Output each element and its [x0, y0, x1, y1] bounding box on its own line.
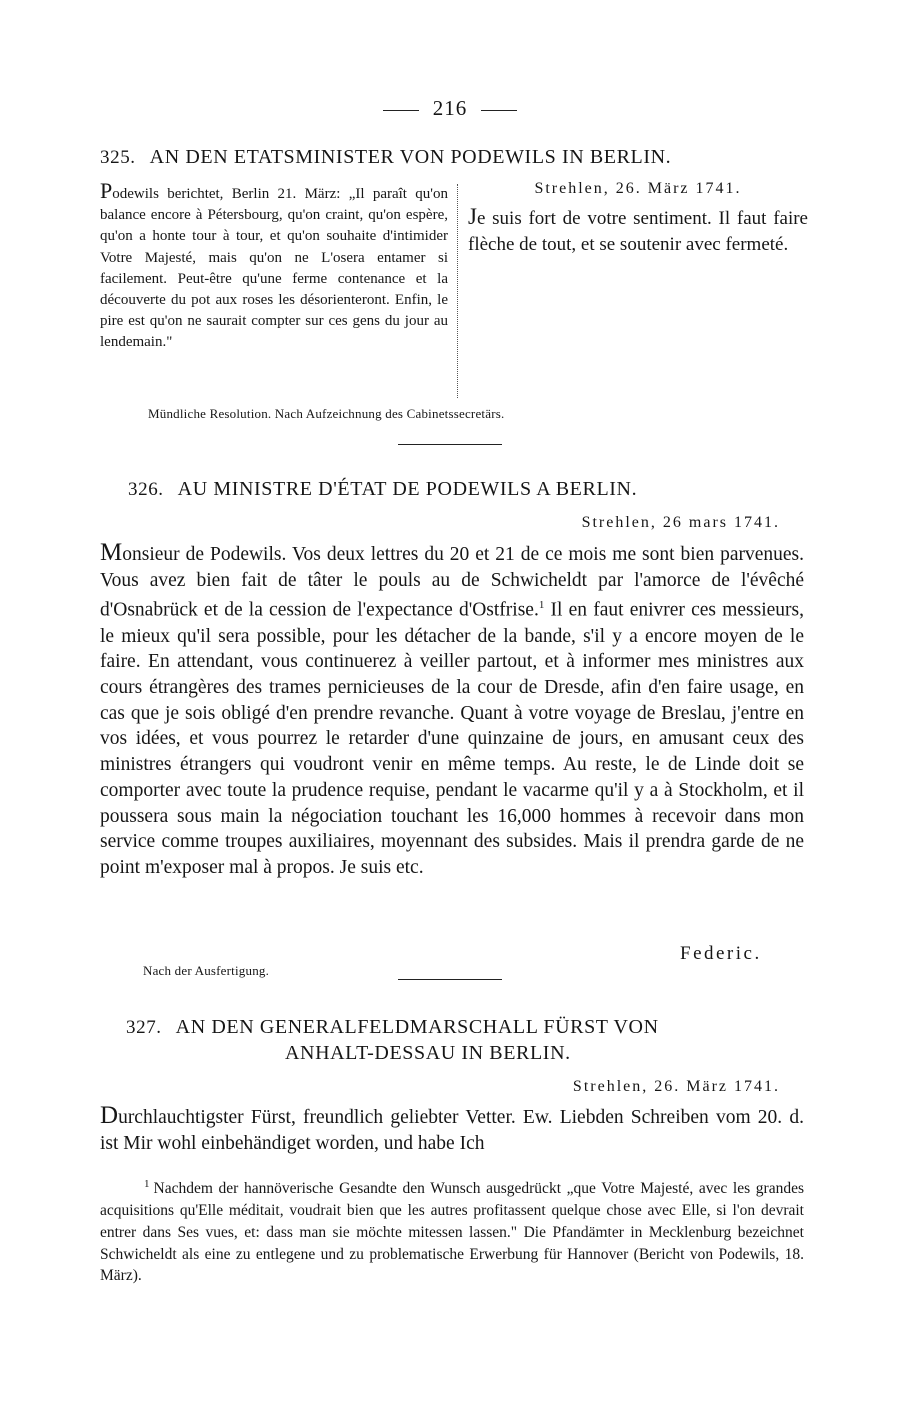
- letter-325-place-date: Strehlen, 26. März 1741.: [534, 180, 742, 197]
- letter-326-dropcap: M: [100, 539, 123, 566]
- letter-326-place-date: Strehlen, 26 mars 1741.: [581, 514, 780, 531]
- letter-325-title: AN DEN ETATSMINISTER VON PODEWILS IN BERLIN.: [149, 146, 672, 168]
- footnote: [100, 1174, 804, 1287]
- letter-327-heading-line1: [126, 1016, 836, 1039]
- header-dash-right: [481, 110, 517, 111]
- letter-327-body-text: urchlauchtigster Fürst, freundlich geliebter Vetter. Ew. Liebden Schreiben vom 20. d. ist Mir wohl einbehändiget worden, und habe Ich: [100, 1107, 804, 1154]
- section-rule-1: [398, 444, 502, 445]
- letter-327-number: 327.: [126, 1017, 162, 1038]
- letter-326-number: 326.: [128, 479, 164, 500]
- letter-326-body-part1: onsieur de Podewils. Vos deux lettres du 20 et 21 de ce mois me sont bien parvenues. Vous avez bien fait de tâter le pouls au de Schwicheldt par l'amorce de l'évêché d'Osnabrück et de la cession de l'expectance d'Ostfrise.: [100, 544, 804, 621]
- letter-325-heading: [100, 146, 810, 169]
- letter-327-dropcap: D: [100, 1102, 119, 1129]
- letter-325-resolution-text-block: [468, 204, 808, 258]
- column-divider: [457, 184, 458, 398]
- footnote-reference: 1: [538, 599, 545, 612]
- letter-325-resolution-dropcap: J: [468, 204, 477, 229]
- letter-326-body: [100, 540, 804, 881]
- letter-326-body-part2: Il en faut enivrer ces messieurs, le mieux qu'il sera possible, pour les détacher de la bande, s'il y a encore moyen de le faire. En attendant, vous continuerez à veiller partout, et à informer mes ministres aux cours étrangères des trames pernicieuses de la cour de Dresde, afin d'en faire usage, en cas que je sois obligé d'en prendre revanche. Quant à votre voyage de Breslau, j'entre en vos idées, et vous pourrez le retarder d'une quinzaine de jours, en amusant ceux des ministres étrangers qui voudront venir en même temps. Au reste, le de Linde doit se comporter avec toute la prudence requise, pendant le vacarme qu'il y a à Stockholm, et il poussera sous main la négociation touchant les 16,000 hommes à recevoir dans mon service comme troupes auxiliaires, moyennant des subsides. Mais il prendra garde de ne point m'exposer mal à propos. Je suis etc.: [100, 599, 804, 878]
- letter-325-resolution-text: e suis fort de votre sentiment. Il faut faire flèche de tout, et se soutenir avec fermeté.: [468, 208, 808, 255]
- page-number-header: [0, 96, 900, 121]
- footnote-text: Nachdem der hannöverische Gesandte den Wunsch ausgedrückt „que Votre Majesté, avec les grandes acquisitions qu'Elle méditait, voudrait bien que les autres profitassent quelque chose avec Elle, si l'on devrait entrer dans Ses vues, et: dass man sie möchte mitessen lassen." Die Pfandämter in Mecklenburg bezeichnet Schwicheldt als eine zu entlegene und zu problematische Erwerbung für Hannover (Bericht von Podewils, 18. März).: [100, 1180, 804, 1285]
- letter-327-body: [100, 1103, 804, 1156]
- letter-325-report-text: odewils berichtet, Berlin 21. März: „Il paraît qu'on balance encore à Pétersbourg, qu'on craint, qu'on espère, qu'on a honte tour à tour, et qu'on souhaite d'intimider Votre Majesté, mais qu'on ne L'osera entamer si facilement. Peut-être qu'une ferme contenance et la découverte du pot aux roses les désorienteront. Enfin, le pire est qu'on ne saurait compter sur ces gens du jour au lendemain.": [100, 186, 448, 351]
- footnote-marker: 1: [144, 1178, 150, 1190]
- letter-325-resolution: [468, 180, 808, 258]
- letter-327-place-date: Strehlen, 26. März 1741.: [572, 1078, 780, 1095]
- letter-326-title: AU MINISTRE D'ÉTAT DE PODEWILS A BERLIN.: [177, 478, 638, 500]
- letter-325-number: 325.: [100, 147, 136, 168]
- letter-325-report: [100, 180, 448, 354]
- letter-327-heading-line2: [285, 1042, 900, 1065]
- letter-327-title-line2: ANHALT-DESSAU IN BERLIN.: [285, 1042, 571, 1064]
- letter-327-title-line1: AN DEN GENERALFELDMARSCHALL FÜRST VON: [175, 1016, 659, 1038]
- header-dash-left: [383, 110, 419, 111]
- letter-325-source: Mündliche Resolution. Nach Aufzeichnung des Cabinetssecretärs.: [148, 406, 505, 421]
- letter-326-source: Nach der Ausfertigung.: [143, 963, 270, 978]
- letter-326-heading: [128, 478, 838, 501]
- page-number: 216: [432, 96, 468, 120]
- section-rule-2: [398, 979, 502, 980]
- letter-325-columns: [100, 180, 820, 400]
- letter-326-signature: Federic.: [680, 943, 762, 964]
- letter-325-report-dropcap: P: [100, 178, 113, 203]
